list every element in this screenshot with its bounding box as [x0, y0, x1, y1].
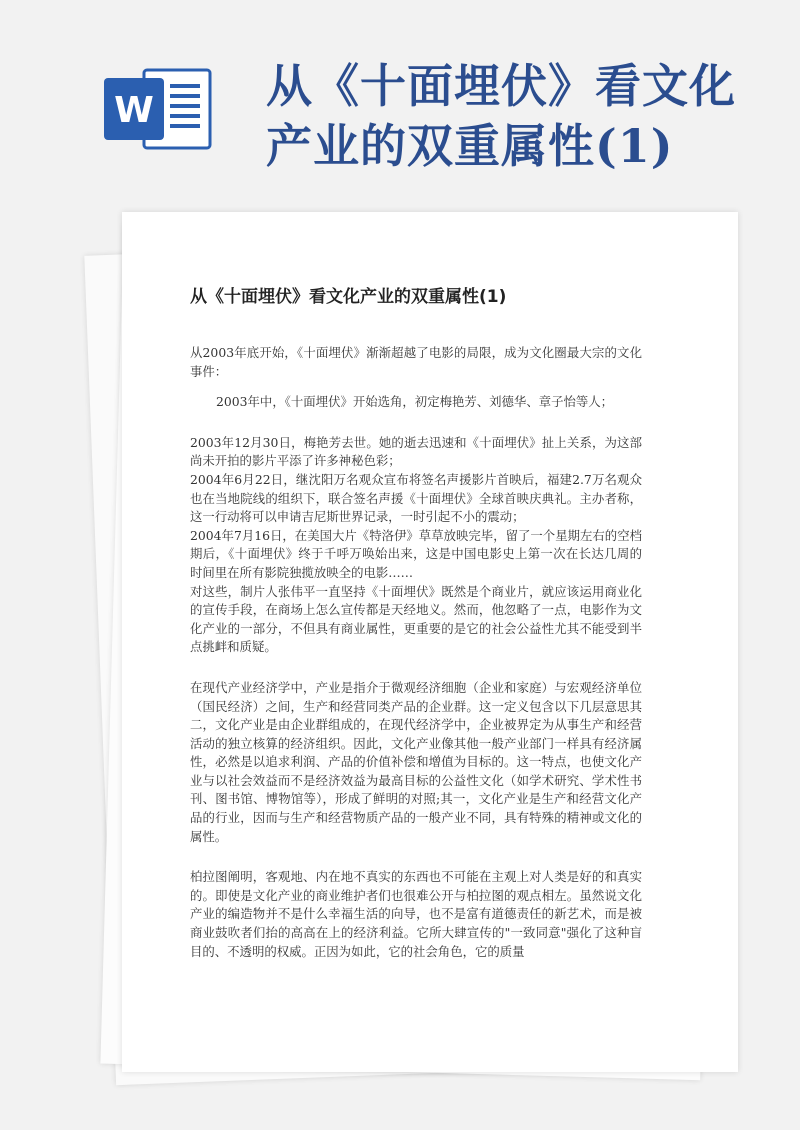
paragraph: 对这些，制片人张伟平一直坚持《十面埋伏》既然是个商业片，就应该运用商业化的宣传手段，在商场上怎么宣传都是天经地义。然而，他忽略了一点，电影作为文化产业的一部分，不但具有商业属性，更重要的是它的社会公益性尤其不能受到半点挑衅和质疑。: [190, 583, 642, 655]
banner-title: [266, 56, 776, 176]
paragraph: 从2003年底开始，《十面埋伏》渐渐超越了电影的局限，成为文化圈最大宗的文化事件：: [190, 345, 642, 379]
svg-text:W: W: [114, 90, 154, 131]
paragraph: 2004年7月16日，在美国大片《特洛伊》草草放映完毕，留了一个星期左右的空档期后，《十面埋伏》终于千呼万唤始出来，这是中国电影史上第一次在长达几周的时间里在所有影院独揽放映全的电影……: [190, 527, 642, 580]
document-body: [190, 344, 642, 961]
paragraph: 2003年中，《十面埋伏》开始选角，初定梅艳芳、刘德华、章子怡等人；: [216, 394, 614, 410]
banner: [0, 0, 800, 200]
document-page: [122, 212, 738, 1072]
paragraph: 在现代产业经济学中，产业是指介于微观经济细胞（企业和家庭）与宏观经济单位（国民经济）之间，生产和经营同类产品的企业群。这一定义包含以下几层意思其二，文化产业是由企业群组成的，在现代经济学中，企业被界定为从事生产和经营活动的独立核算的经济组织。因此，文化产业像其他一般产业部门一样具有经济属性，必然是以追求利润、产品的价值补偿和增值为目标的。这一特点，也使文化产业与以社会效益而不是经济效益为最高目标的公益性文化（如学术研究、学术性书刊、图书馆、博物馆等），形成了鲜明的对照;其一，文化产业是生产和经营文化产品的行业，因而与生产和经营物质产品的一般产业不同，具有特殊的精神或文化的属性。: [190, 679, 642, 844]
paragraph: 柏拉图阐明，客观地、内在地不真实的东西也不可能在主观上对人类是好的和真实的。即使是文化产业的商业维护者们也很难公开与柏拉图的观点相左。虽然说文化产业的编造物并不是什么幸福生活的向导，也不是富有道德责任的新艺术，而是被商业鼓吹者们抬的高高在上的经济利益。它所大肆宣传的"一致同意"强化了这种盲目的、不透明的权威。正因为如此，它的社会角色，它的质量: [190, 869, 642, 959]
banner-title-line1: 从《十面埋伏》看文化: [266, 59, 736, 113]
document-title: 从《十面埋伏》看文化产业的双重属性(1): [190, 287, 507, 307]
paragraph: 2003年12月30日，梅艳芳去世。她的逝去迅速和《十面埋伏》扯上关系，为这部尚未开拍的影片平添了许多神秘色彩；: [190, 434, 642, 469]
banner-title-line2: 产业的双重属性(1): [266, 119, 674, 173]
paragraph: 2004年6月22日，继沈阳万名观众宣布将签名声援影片首映后，福建2.7万名观众也在当地院线的组织下，联合签名声援《十面埋伏》全球首映庆典礼。主办者称，这一行动将可以申请吉尼斯世界记录，一时引起不小的震动；: [190, 471, 642, 525]
word-document-icon: [104, 64, 216, 154]
